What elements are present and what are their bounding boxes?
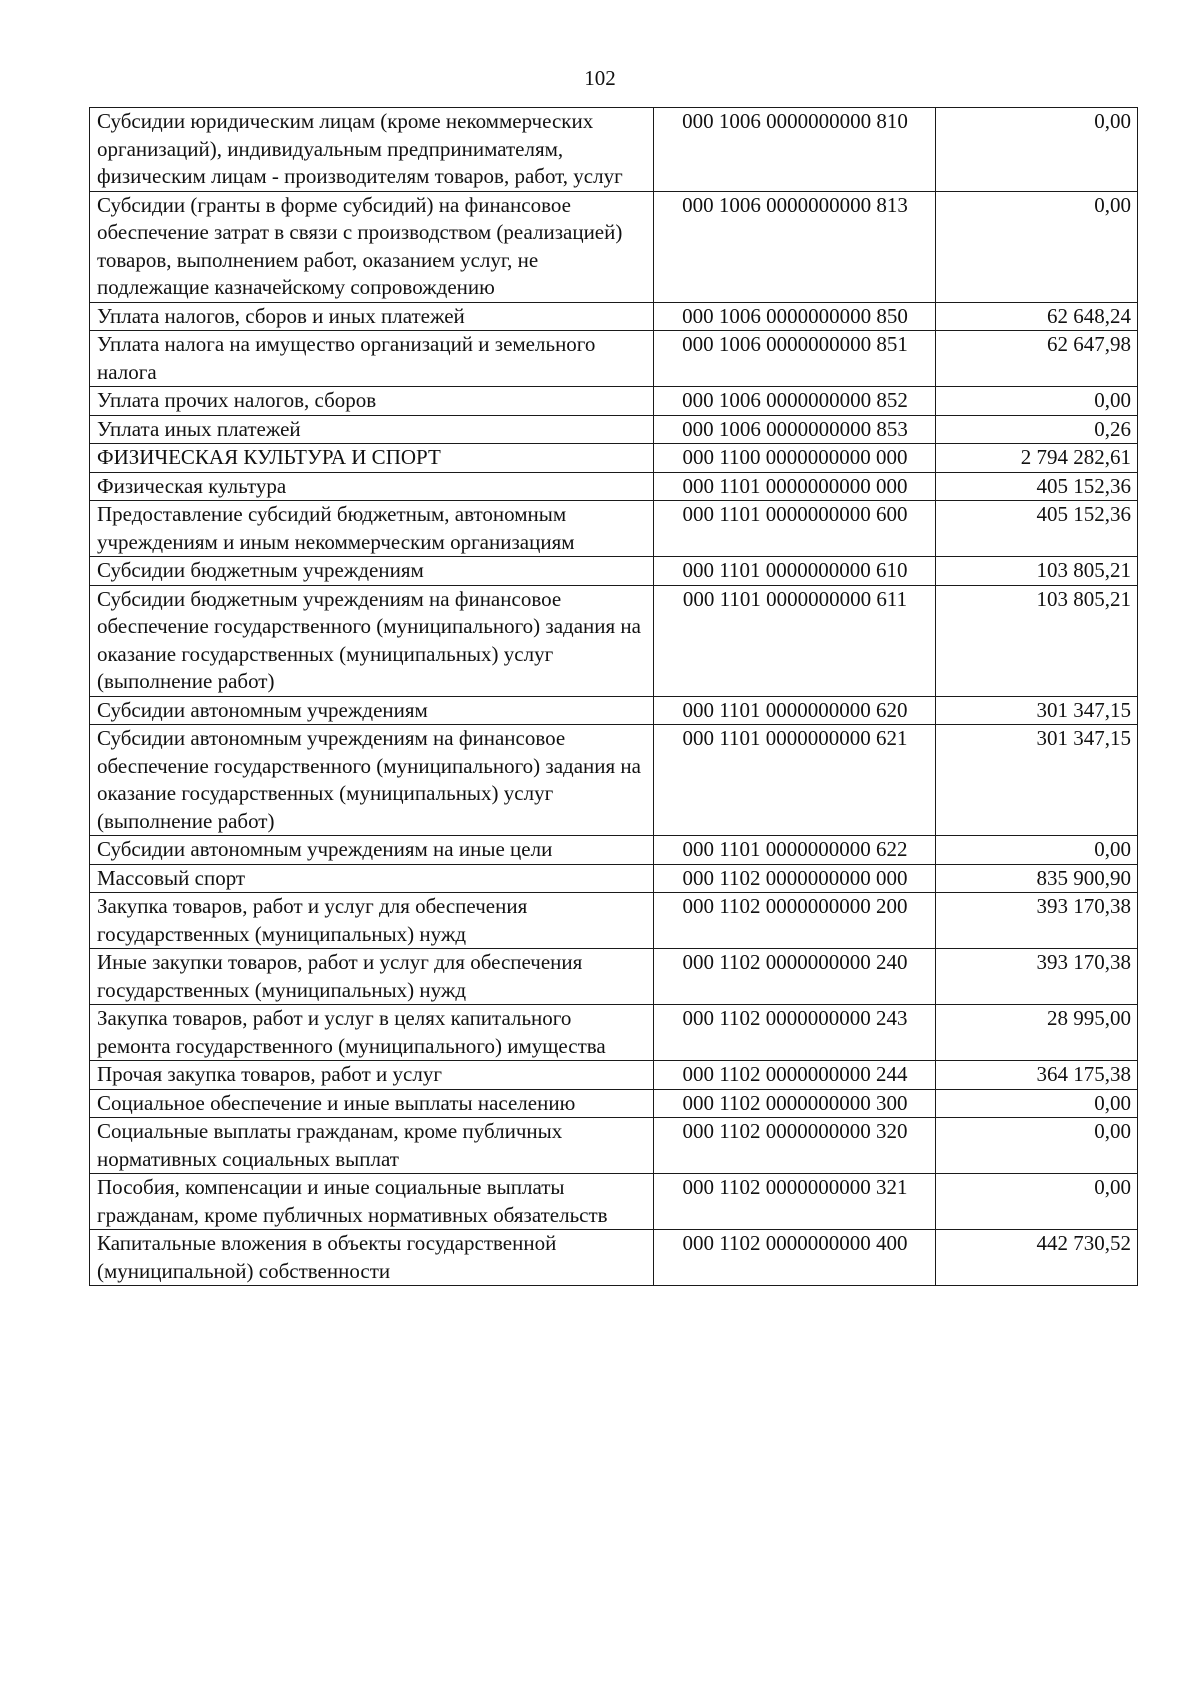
row-code: 000 1101 0000000000 622	[654, 836, 936, 865]
row-code: 000 1102 0000000000 300	[654, 1089, 936, 1118]
row-name: Субсидии автономным учреждениям на иные цели	[90, 836, 654, 865]
row-amount: 442 730,52	[936, 1230, 1138, 1286]
row-code: 000 1102 0000000000 240	[654, 949, 936, 1005]
table-row	[90, 415, 1138, 444]
row-amount: 0,00	[936, 387, 1138, 416]
row-amount: 0,26	[936, 415, 1138, 444]
table-row	[90, 501, 1138, 557]
row-name: ФИЗИЧЕСКАЯ КУЛЬТУРА И СПОРТ	[90, 444, 654, 473]
row-amount: 62 648,24	[936, 302, 1138, 331]
row-code: 000 1006 0000000000 850	[654, 302, 936, 331]
row-code: 000 1101 0000000000 611	[654, 585, 936, 696]
table-row	[90, 725, 1138, 836]
row-name: Иные закупки товаров, работ и услуг для обеспечения государственных (муниципальных) нужд	[90, 949, 654, 1005]
table-row	[90, 1230, 1138, 1286]
table-row	[90, 1089, 1138, 1118]
row-code: 000 1006 0000000000 810	[654, 108, 936, 192]
row-name: Массовый спорт	[90, 864, 654, 893]
table-row	[90, 1061, 1138, 1090]
table-row	[90, 331, 1138, 387]
row-code: 000 1006 0000000000 853	[654, 415, 936, 444]
row-amount: 301 347,15	[936, 696, 1138, 725]
row-amount: 62 647,98	[936, 331, 1138, 387]
row-code: 000 1006 0000000000 852	[654, 387, 936, 416]
row-code: 000 1102 0000000000 400	[654, 1230, 936, 1286]
row-code: 000 1102 0000000000 200	[654, 893, 936, 949]
row-name: Уплата иных платежей	[90, 415, 654, 444]
row-code: 000 1101 0000000000 610	[654, 557, 936, 586]
row-code: 000 1101 0000000000 620	[654, 696, 936, 725]
row-name: Субсидии юридическим лицам (кроме некоммерческих организаций), индивидуальным предпринимателям, физическим лицам - производителям товаров, работ, услуг	[90, 108, 654, 192]
row-amount: 0,00	[936, 108, 1138, 192]
row-name: Субсидии автономным учреждениям	[90, 696, 654, 725]
table-row	[90, 557, 1138, 586]
table-row	[90, 1118, 1138, 1174]
row-name: Субсидии автономным учреждениям на финансовое обеспечение государственного (муниципального) задания на оказание государственных (муниципальных) услуг (выполнение работ)	[90, 725, 654, 836]
row-amount: 405 152,36	[936, 472, 1138, 501]
row-amount: 364 175,38	[936, 1061, 1138, 1090]
row-name: Уплата прочих налогов, сборов	[90, 387, 654, 416]
table-row	[90, 191, 1138, 302]
row-code: 000 1102 0000000000 244	[654, 1061, 936, 1090]
row-name: Закупка товаров, работ и услуг в целях капитального ремонта государственного (муниципального) имущества	[90, 1005, 654, 1061]
row-amount: 0,00	[936, 1174, 1138, 1230]
row-amount: 835 900,90	[936, 864, 1138, 893]
row-name: Физическая культура	[90, 472, 654, 501]
row-amount: 0,00	[936, 1118, 1138, 1174]
row-amount: 0,00	[936, 1089, 1138, 1118]
row-amount: 103 805,21	[936, 585, 1138, 696]
table-row	[90, 893, 1138, 949]
table-row	[90, 836, 1138, 865]
table-row	[90, 949, 1138, 1005]
row-name: Уплата налога на имущество организаций и земельного налога	[90, 331, 654, 387]
row-name: Социальное обеспечение и иные выплаты населению	[90, 1089, 654, 1118]
row-code: 000 1006 0000000000 851	[654, 331, 936, 387]
page-number: 102	[584, 66, 616, 90]
row-name: Социальные выплаты гражданам, кроме публичных нормативных социальных выплат	[90, 1118, 654, 1174]
row-amount: 393 170,38	[936, 949, 1138, 1005]
row-name: Пособия, компенсации и иные социальные выплаты гражданам, кроме публичных нормативных обязательств	[90, 1174, 654, 1230]
row-amount: 405 152,36	[936, 501, 1138, 557]
row-code: 000 1101 0000000000 600	[654, 501, 936, 557]
table-row	[90, 864, 1138, 893]
row-code: 000 1101 0000000000 621	[654, 725, 936, 836]
table-row	[90, 585, 1138, 696]
table-row	[90, 472, 1138, 501]
row-name: Закупка товаров, работ и услуг для обеспечения государственных (муниципальных) нужд	[90, 893, 654, 949]
budget-table-body	[90, 108, 1138, 1286]
row-amount: 2 794 282,61	[936, 444, 1138, 473]
row-code: 000 1102 0000000000 321	[654, 1174, 936, 1230]
row-amount: 0,00	[936, 836, 1138, 865]
table-row	[90, 696, 1138, 725]
row-name: Уплата налогов, сборов и иных платежей	[90, 302, 654, 331]
row-amount: 28 995,00	[936, 1005, 1138, 1061]
row-code: 000 1006 0000000000 813	[654, 191, 936, 302]
table-row	[90, 108, 1138, 192]
table-row	[90, 302, 1138, 331]
row-name: Субсидии бюджетным учреждениям на финансовое обеспечение государственного (муниципального) задания на оказание государственных (муниципальных) услуг (выполнение работ)	[90, 585, 654, 696]
row-amount: 301 347,15	[936, 725, 1138, 836]
row-name: Субсидии (гранты в форме субсидий) на финансовое обеспечение затрат в связи с производством (реализацией) товаров, выполнением работ, оказанием услуг, не подлежащие казначейскому сопровождению	[90, 191, 654, 302]
row-name: Субсидии бюджетным учреждениям	[90, 557, 654, 586]
row-name: Прочая закупка товаров, работ и услуг	[90, 1061, 654, 1090]
row-amount: 103 805,21	[936, 557, 1138, 586]
row-amount: 393 170,38	[936, 893, 1138, 949]
row-code: 000 1102 0000000000 000	[654, 864, 936, 893]
row-name: Капитальные вложения в объекты государственной (муниципальной) собственности	[90, 1230, 654, 1286]
row-code: 000 1102 0000000000 320	[654, 1118, 936, 1174]
row-code: 000 1101 0000000000 000	[654, 472, 936, 501]
table-row	[90, 387, 1138, 416]
table-row	[90, 444, 1138, 473]
row-amount: 0,00	[936, 191, 1138, 302]
table-row	[90, 1005, 1138, 1061]
row-name: Предоставление субсидий бюджетным, автономным учреждениям и иным некоммерческим организациям	[90, 501, 654, 557]
table-row	[90, 1174, 1138, 1230]
budget-table	[89, 107, 1138, 1286]
row-code: 000 1102 0000000000 243	[654, 1005, 936, 1061]
row-code: 000 1100 0000000000 000	[654, 444, 936, 473]
